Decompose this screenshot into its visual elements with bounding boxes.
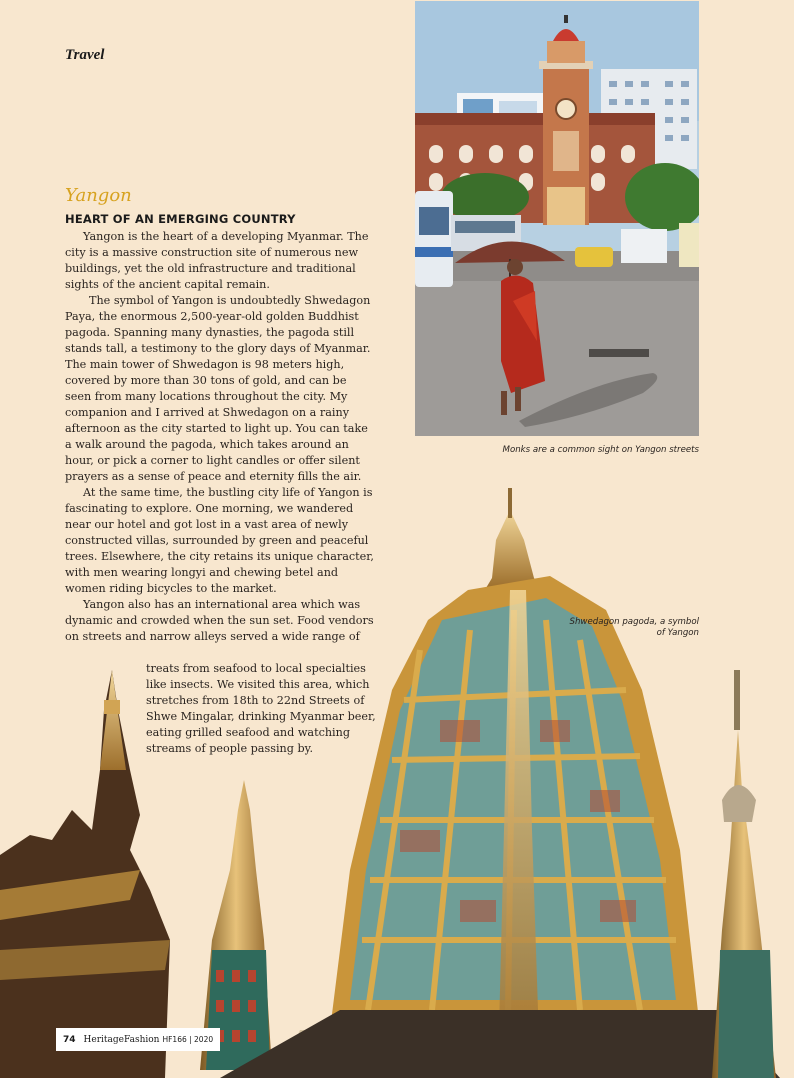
pagoda-photo-caption: Shwedagon pagoda, a symbol of Yangon	[569, 617, 699, 638]
street-photo	[415, 1, 699, 436]
article-body	[65, 229, 375, 645]
magazine-name: HeritageFashion	[83, 1034, 160, 1045]
section-label: Travel	[65, 47, 105, 63]
article-paragraph: Yangon also has an international area which was dynamic and crowded when the sun set. Food vendors on streets and narrow alleys served a wide range of	[65, 598, 374, 643]
page-footer	[56, 1028, 220, 1051]
page-number: 74	[63, 1034, 76, 1045]
article-paragraph: Yangon is the heart of a developing Myanmar. The city is a massive construction site of numerous new buildings, yet the old infrastructure and traditional sights of the ancient capital remain.	[65, 230, 369, 291]
street-photo-caption: Monks are a common sight on Yangon streets	[502, 445, 699, 455]
article-paragraph: The symbol of Yangon is undoubtedly Shwedagon Paya, the enormous 2,500-year-old golden Buddhist pagoda. Spanning many dynasties, the pagoda still stands tall, a testimony to the glory days of Myanmar. The main tower of Shwedagon is 98 meters high, covered by more than 30 tons of gold, and can be seen from many locations throughout the city. My companion and I arrived at Shwedagon on a rainy afternoon as the city started to light up. You can take a walk around the pagoda, which takes around an hour, or pick a corner to light candles or offer silent prayers as a sense of peace and eternity fills the air.	[65, 294, 371, 483]
article-subtitle: HEART OF AN EMERGING COUNTRY	[65, 212, 296, 226]
article-continuation: treats from seafood to local specialties like insects. We visited this area, which stretches from 18th to 22nd Streets of Shwe Mingalar, drinking Myanmar beer, eating grilled seafood and watching streams of people passing by.	[146, 662, 376, 755]
article-paragraph: At the same time, the bustling city life of Yangon is fascinating to explore. One morning, we wandered near our hotel and got lost in a vast area of newly constructed villas, surrounded by green and peaceful trees. Elsewhere, the city retains its unique character, with men wearing longyi and chewing betel and women riding bicycles to the market.	[65, 486, 374, 595]
issue-label: HF166 | 2020	[162, 1035, 214, 1044]
article-city-title: Yangon	[65, 185, 132, 206]
